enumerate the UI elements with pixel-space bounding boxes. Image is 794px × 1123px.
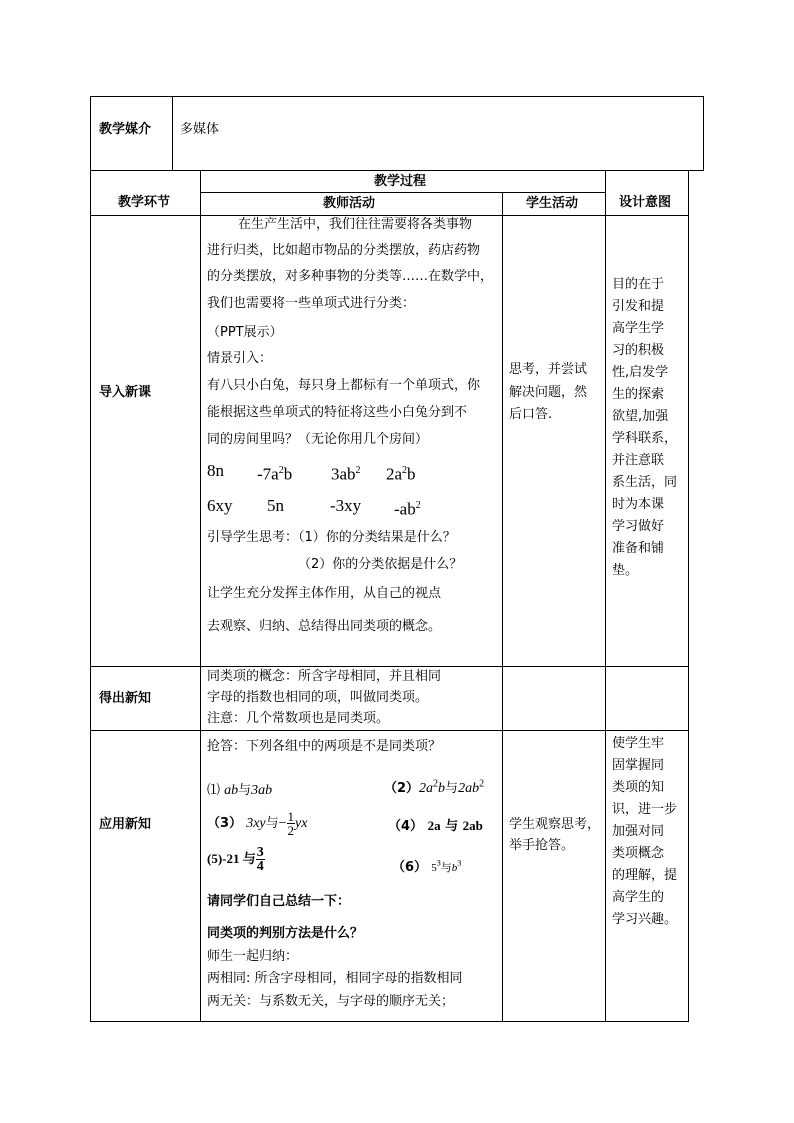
ppt-note: （PPT展示）: [207, 325, 283, 340]
rule-line: 两相同: 所含字母相同，相同字母的指数相同: [207, 971, 463, 986]
design-line: 习的积极: [612, 343, 665, 358]
teacher-paragraph-line: 的分类摆放，对多种事物的分类等……在数学中，: [207, 269, 494, 284]
student-activity-line: 解决问题，然: [509, 385, 588, 400]
design-line: 学科联系，: [612, 431, 678, 446]
stage-apply: 应用新知: [99, 817, 152, 832]
design-line: 加强对同: [612, 824, 665, 839]
design-line: 目的在于: [612, 277, 665, 292]
stage-intro: 导入新课: [99, 385, 152, 400]
header-teacher: 教师活动: [323, 196, 376, 211]
design-line: 识，进一步: [612, 802, 678, 817]
teacher-paragraph-line: 在生产生活中，我们往往需要将各类事物: [238, 217, 473, 232]
concept-line: 注意：几个常数项也是同类项。: [207, 711, 390, 726]
design-line: 生的探索: [612, 387, 665, 402]
question-2: $(2)2a^2b$与$2ab^2$: [384, 778, 485, 796]
design-line: 固掌握同: [612, 758, 665, 773]
design-line: 准备和铺: [612, 541, 665, 556]
summary-question: 同类项的判别方法是什么？: [207, 926, 364, 941]
design-line: 性,启发学: [612, 365, 669, 380]
monomial: $-7a^2b$: [257, 464, 293, 484]
header-stage: 教学环节: [118, 195, 171, 210]
monomial: $-ab^2$: [394, 499, 421, 519]
student-activity-line: 学生观察思考，: [509, 817, 601, 832]
guide-question-2: （2）你的分类依据是什么？: [298, 557, 463, 572]
student-activity-line: 思考，并尝试: [509, 362, 588, 377]
guide-question-1: 引导学生思考：（1）你的分类结果是什么？: [207, 530, 456, 545]
question-5: (5)-21 与 $\frac{3}{4}$: [207, 845, 264, 874]
design-line: 并注意联: [612, 453, 665, 468]
stage-conclude: 得出新知: [99, 691, 152, 706]
header-student: 学生活动: [526, 196, 579, 211]
conclude-note: 师生一起归纳：: [207, 949, 299, 964]
student-activity-line: 举手抢答。: [509, 838, 575, 853]
design-line: 的理解，提: [612, 868, 678, 883]
design-line: 高学生学: [612, 321, 665, 336]
header-process: 教学过程: [374, 174, 427, 189]
media-label: 教学媒介: [99, 122, 152, 137]
monomial: -3xy: [330, 496, 362, 515]
scenario-intro: 情景引入：: [207, 351, 273, 366]
media-value: 多媒体: [180, 122, 220, 137]
design-line: 欲望,加强: [612, 409, 669, 424]
question-1: ⑴ ab与3ab: [207, 783, 273, 798]
question-3: （3） 3xy与− $\frac{1}{2}$ yx: [207, 809, 308, 838]
header-design: 设计意图: [619, 195, 672, 210]
design-line: 学习做好: [612, 519, 665, 534]
concept-line: 同类项的概念：所含字母相同，并且相同: [207, 669, 442, 684]
teacher-paragraph-line: 能根据这些单项式的特征将这些小白兔分到不: [207, 405, 468, 420]
design-line: 引发和提: [612, 299, 665, 314]
teacher-paragraph-line: 有八只小白兔，每只身上都标有一个单项式，你: [207, 378, 481, 393]
monomial: 8n: [207, 461, 224, 480]
design-line: 类项的知: [612, 780, 665, 795]
monomial: $2a^2b$: [386, 464, 416, 484]
monomial: 6xy: [207, 496, 233, 515]
teacher-paragraph-line: 同的房间里吗？（无论你用几个房间）: [207, 432, 429, 447]
summary-prompt: 请同学们自己总结一下：: [207, 894, 351, 909]
design-line: 高学生的: [612, 890, 665, 905]
design-line: 使学生牢: [612, 736, 665, 751]
monomial: 5n: [267, 496, 284, 515]
question-4: （4） 2a 与 2ab: [388, 818, 483, 834]
concept-line: 字母的指数也相同的项，叫做同类项。: [207, 690, 429, 705]
rule-line: 两无关：与系数无关，与字母的顺序无关；: [207, 994, 455, 1009]
teacher-paragraph-line: 让学生充分发挥主体作用，从自己的视点: [207, 586, 442, 601]
design-line: 学习兴趣。: [612, 912, 678, 927]
teacher-paragraph-line: 我们也需要将一些单项式进行分类：: [207, 296, 416, 311]
question-6: （6） $5^3$与$b^3$: [392, 858, 462, 875]
teacher-paragraph-line: 进行归类，比如超市物品的分类摆放，药店药物: [207, 243, 481, 258]
teacher-paragraph-line: 去观察、归纳、总结得出同类项的概念。: [207, 619, 442, 634]
design-line: 类项概念: [612, 846, 665, 861]
design-line: 时为本课: [612, 497, 665, 512]
design-line: 垫。: [612, 563, 639, 578]
student-activity-line: 后口答.: [509, 407, 553, 422]
design-line: 系生活，同: [612, 475, 678, 490]
monomial: $3ab^2$: [331, 464, 361, 484]
question-title: 抢答：下列各组中的两项是不是同类项？: [207, 739, 442, 754]
